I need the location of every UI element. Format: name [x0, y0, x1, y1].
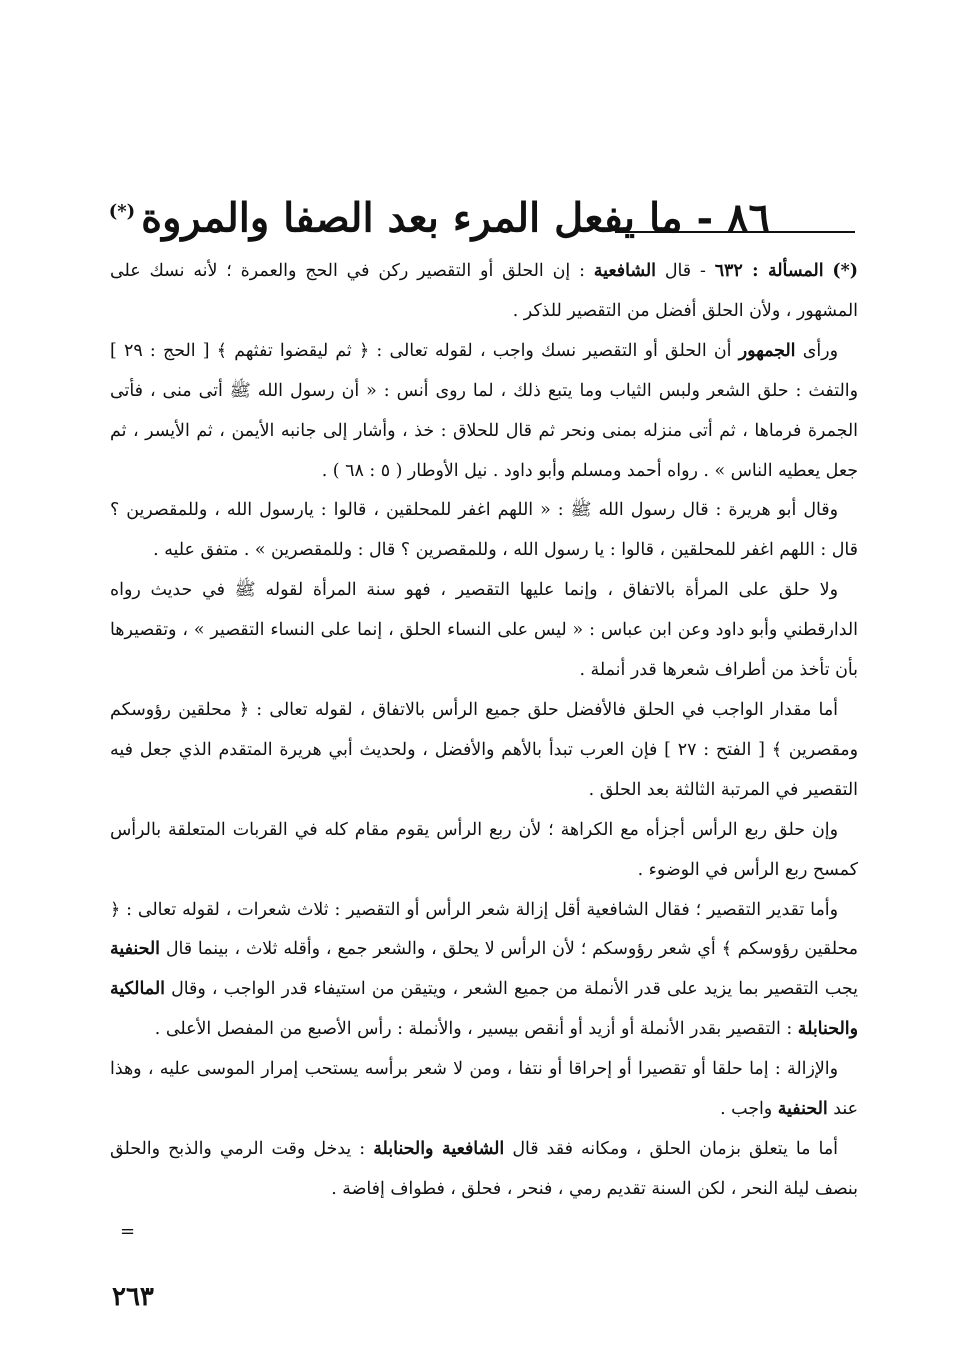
school-name: المالكية والحنابلة [110, 979, 858, 1040]
page-number: ٢٦٣ [112, 1282, 154, 1312]
paragraph-text: : إن الحلق أو التقصير ركن في الحج والعمرة ؛ لأنه نسك على المشهور ، ولأن الحلق أفضل من التقصير للذكر . [110, 261, 858, 321]
paragraph-text: أما مقدار الواجب في الحلق فالأفضل حلق جميع الرأس بالاتفاق ، لقوله تعالى : ﴿ محلقين رؤوسكم ومقصرين ﴾ [ الفتح : ٢٧ ] فإن العرب تبدأ بالأهم والأفضل ، ولحديث أبي هريرة المتقدم الذي جعل فيه التقصير في المرتبة الثالثة بعد الحلق . [110, 699, 858, 800]
paragraph-2 [110, 332, 858, 492]
paragraph-text: - قال [656, 261, 715, 281]
school-name: الشافعية [593, 261, 657, 281]
issue-number: المسألة : ٦٣٢ [714, 261, 824, 281]
paragraph-text: يجب التقصير بما يزيد على قدر الأنملة من جميع الشعر ، ويتيقن من استيفاء قدر الواجب ، وقال [164, 979, 858, 1000]
chapter-title-text: ٨٦ - ما يفعل المرء بعد الصفا والمروة [141, 194, 770, 242]
chapter-title [108, 177, 770, 253]
paragraph-6 [110, 811, 858, 891]
school-name: الشافعية والحنابلة [373, 1138, 505, 1159]
paragraph-text: واجب . [720, 1099, 778, 1120]
paragraph-text: : التقصير بقدر الأنملة أو أزيد أو أنقص بيسير ، والأنملة : رأس الأصبع من المفصل الأعلى . [154, 1019, 798, 1040]
paragraph-text: أن الحلق أو التقصير نسك واجب ، لقوله تعالى : ﴿ ثم ليقضوا تفثهم ﴾ [ الحج : ٢٩ ] والتفث : حلق الشعر ولبس الثياب وما يتبع ذلك ، لما روى أنس : « أن رسول الله ﷺ أتى منى ، فأتى الجمرة فرماها ، ثم أتى منزله بمنى ونحر ثم قال للحلاق : خذ ، وأشار إلى جانبه الأيمن ، ثم الأيسر ، ثم جعل يعطيه الناس » . رواه أحمد ومسلم وأبو داود . نيل الأوطار ( ٥ : ٦٨ ) . [110, 340, 858, 481]
footnote-body [110, 252, 858, 1210]
school-name: الجمهور [738, 340, 796, 361]
paragraph-text: وإن حلق ربع الرأس أجزأه مع الكراهة ؛ لأن ربع الرأس يقوم مقام كله في القربات المتعلقة بالرأس كمسح ربع الرأس في الوضوء . [110, 819, 858, 880]
school-name: الحنفية [110, 939, 160, 960]
paragraph-text: : يدخل وقت الرمي والذبح والحلق بنصف ليلة النحر ، لكن السنة تقديم رمي ، فنحر ، فحلق ، فطواف إفاضة . [110, 1138, 858, 1199]
paragraph-5 [110, 691, 858, 811]
paragraph-text: ولا حلق على المرأة بالاتفاق ، وإنما عليها التقصير ، فهو سنة المرأة لقوله ﷺ في حديث رواه الدارقطني وأبو داود وعن ابن عباس : « ليس على النساء الحلق ، إنما على النساء التقصير » ، وتقصيرها بأن تأخذ من أطراف شعرها قدر أنملة . [110, 580, 858, 681]
paragraph-text: ورأى [795, 340, 838, 361]
school-name: الحنفية [777, 1099, 828, 1120]
paragraph-text: والإزالة : إما حلقا أو تقصيرا أو إحراقا أو نتفا ، ومن لا شعر برأسه يستحب إمرار الموسى عليه ، وهذا عند [110, 1059, 858, 1120]
footnote-separator [615, 231, 855, 233]
paragraph-7 [110, 891, 858, 1051]
paragraph-1 [110, 252, 858, 332]
continuation-mark: = [120, 1221, 136, 1242]
paragraph-text: وقال أبو هريرة : قال رسول الله ﷺ : « اللهم اغفر للمحلقين ، قالوا : يارسول الله ، وللمقصرين ؟ قال : اللهم اغفر للمحلقين ، قالوا : يا رسول الله ، وللمقصرين ؟ قال : وللمقصرين » . متفق عليه . [110, 500, 858, 561]
footnote-marker: (*) [108, 200, 136, 222]
paragraph-text: وأما تقدير التقصير ؛ فقال الشافعية أقل إزالة شعر الرأس أو التقصير : ثلاث شعرات ، لقوله تعالى : ﴿ محلقين رؤوسكم ﴾ أي شعر رؤوسكم ؛ لأن الرأس لا يحلق ، والشعر جمع ، وأقله ثلاث ، بينما قال [110, 899, 858, 960]
paragraph-8 [110, 1050, 858, 1130]
paragraph-9 [110, 1130, 858, 1210]
paragraph-4 [110, 571, 858, 691]
paragraph-3 [110, 491, 858, 571]
footnote-ref: (*) [832, 261, 858, 281]
paragraph-text: أما ما يتعلق بزمان الحلق ، ومكانه فقد قال [504, 1138, 838, 1159]
